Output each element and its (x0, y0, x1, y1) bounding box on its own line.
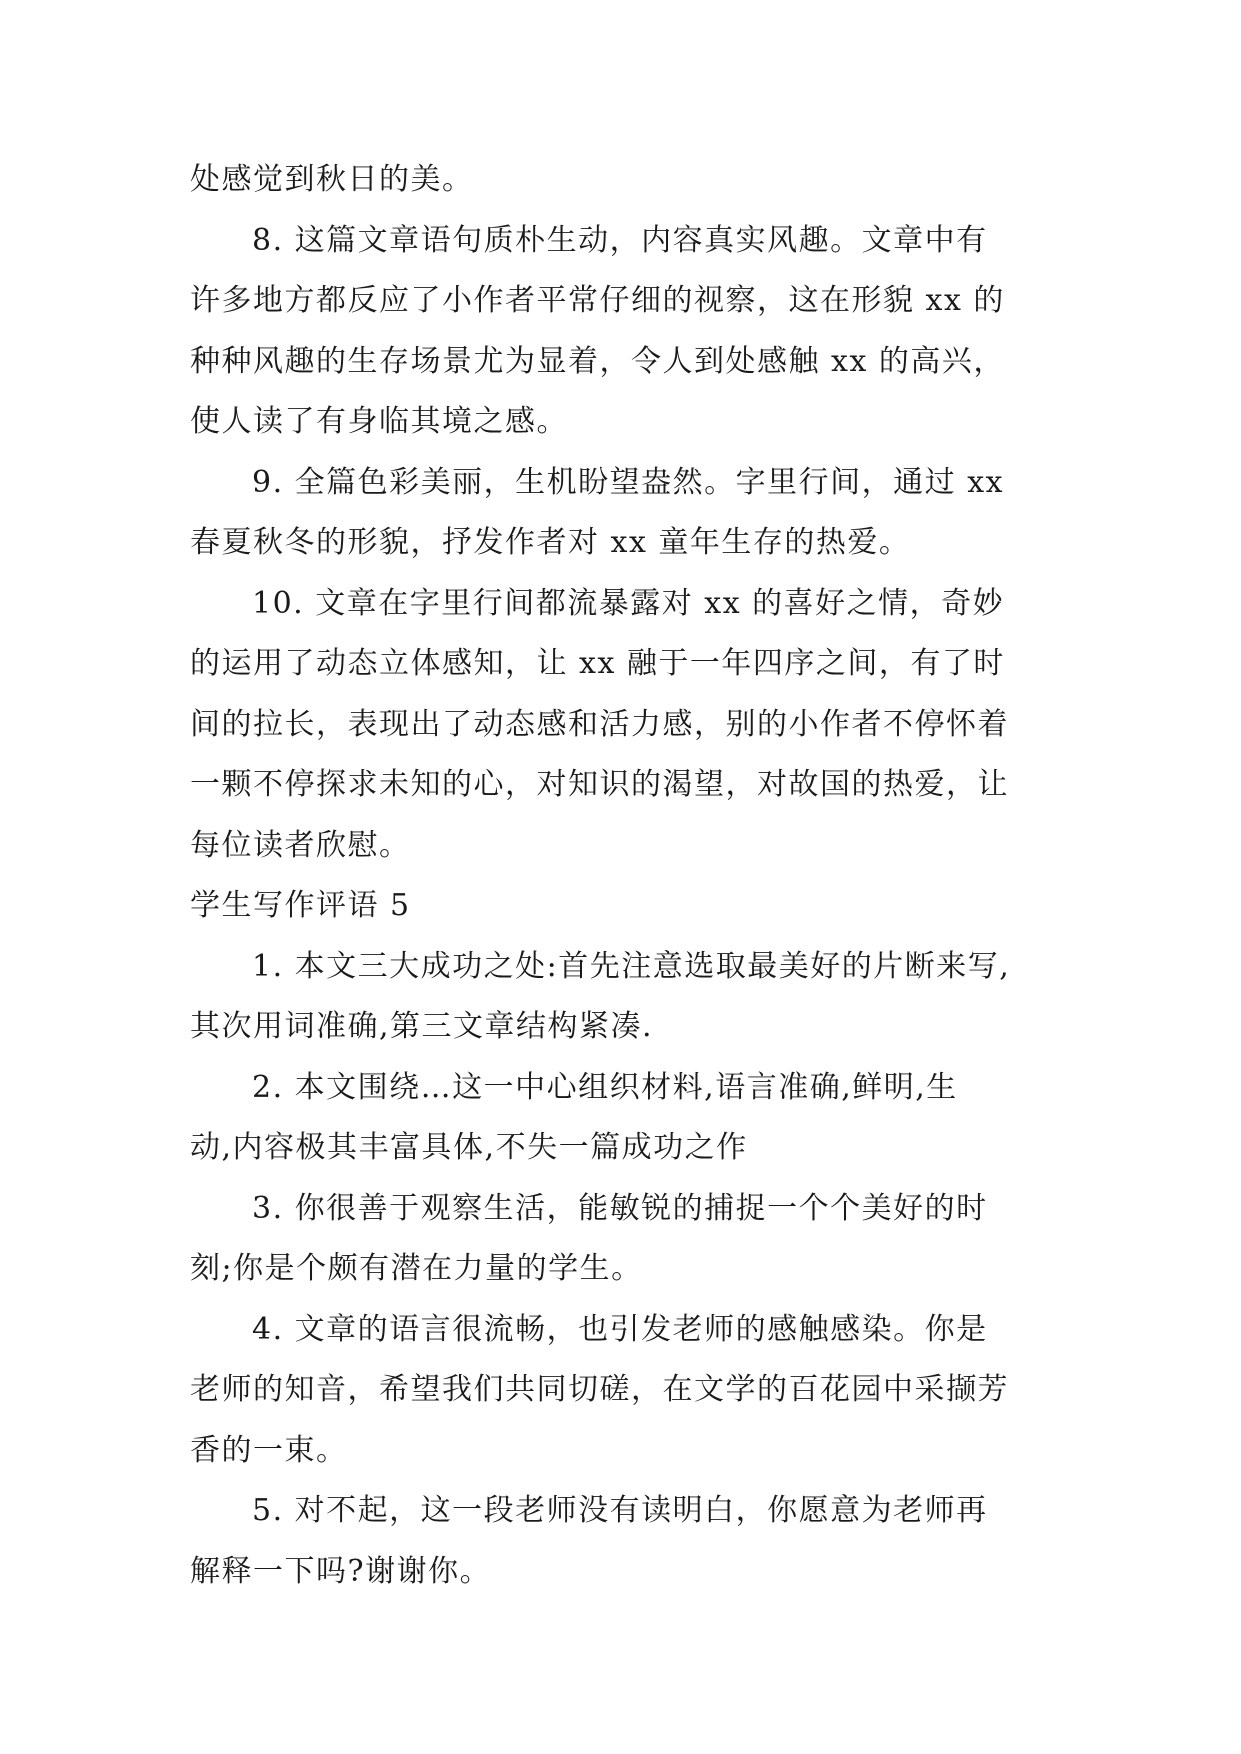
paragraph-line: 使人读了有身临其境之感。 (190, 404, 568, 439)
paragraph-line: 的运用了动态立体感知，让 xx 融于一年四序之间，有了时 (190, 646, 1005, 681)
paragraph-line: 一颗不停探求未知的心，对知识的渴望，对故国的热爱，让 (190, 767, 1009, 802)
paragraph-line: 3. 你很善于观察生活，能敏锐的捕捉一个个美好的时 (252, 1190, 988, 1226)
paragraph-line: 每位读者欣慰。 (190, 827, 411, 863)
paragraph-line: 解释一下吗?谢谢你。 (190, 1553, 492, 1589)
paragraph-line: 5. 对不起，这一段老师没有读明白，你愿意为老师再 (252, 1493, 988, 1528)
paragraph-line: 动,内容极其丰富具体,不失一篇成功之作 (190, 1130, 748, 1165)
paragraph-line: 9. 全篇色彩美丽，生机盼望盎然。字里行间，通过 xx (252, 464, 1005, 500)
comment-item-5-2 (190, 1058, 1050, 1179)
paragraph-line: 种种风趣的生存场景尤为显着，令人到处感触 xx 的高兴， (190, 343, 1005, 379)
paragraph-line: 其次用词准确,第三文章结构紧凑. (190, 1009, 654, 1044)
comment-item-5-4 (190, 1300, 1050, 1482)
comment-item-5-5 (190, 1481, 1050, 1602)
comment-item-8 (190, 211, 1050, 453)
comment-item-9 (190, 453, 1050, 574)
paragraph-tail: 处感觉到秋日的美。 (190, 162, 474, 197)
comment-item-5-1 (190, 937, 1050, 1058)
paragraph-line: 4. 文章的语言很流畅，也引发老师的感触感染。你是 (252, 1311, 988, 1347)
paragraph-line: 10. 文章在字里行间都流暴露对 xx 的喜好之情，奇妙 (252, 585, 1005, 621)
paragraph-line: 春夏秋冬的形貌，抒发作者对 xx 童年生存的热爱。 (190, 525, 911, 560)
paragraph-line: 间的拉长，表现出了动态感和活力感，别的小作者不停怀着 (190, 706, 1009, 742)
paragraph-line: 1. 本文三大成功之处:首先注意选取最美好的片断来写, (252, 948, 1011, 984)
section-heading: 学生写作评语 5 (190, 888, 411, 923)
paragraph-line: 许多地方都反应了小作者平常仔细的视察，这在形貌 xx 的 (190, 283, 1005, 318)
paragraph-line: 刻;你是个颇有潜在力量的学生。 (190, 1251, 643, 1286)
paragraph-line: 8. 这篇文章语句质朴生动，内容真实风趣。文章中有 (252, 222, 988, 258)
paragraph-line: 2. 本文围绕…这一中心组织材料,语言准确,鲜明,生 (252, 1069, 958, 1105)
comment-item-10 (190, 574, 1050, 877)
comment-item-5-3 (190, 1179, 1050, 1300)
document-body (190, 150, 1050, 1602)
paragraph-line: 香的一束。 (190, 1432, 348, 1468)
paragraph-line: 老师的知音，希望我们共同切磋，在文学的百花园中采撷芳 (190, 1372, 1009, 1407)
